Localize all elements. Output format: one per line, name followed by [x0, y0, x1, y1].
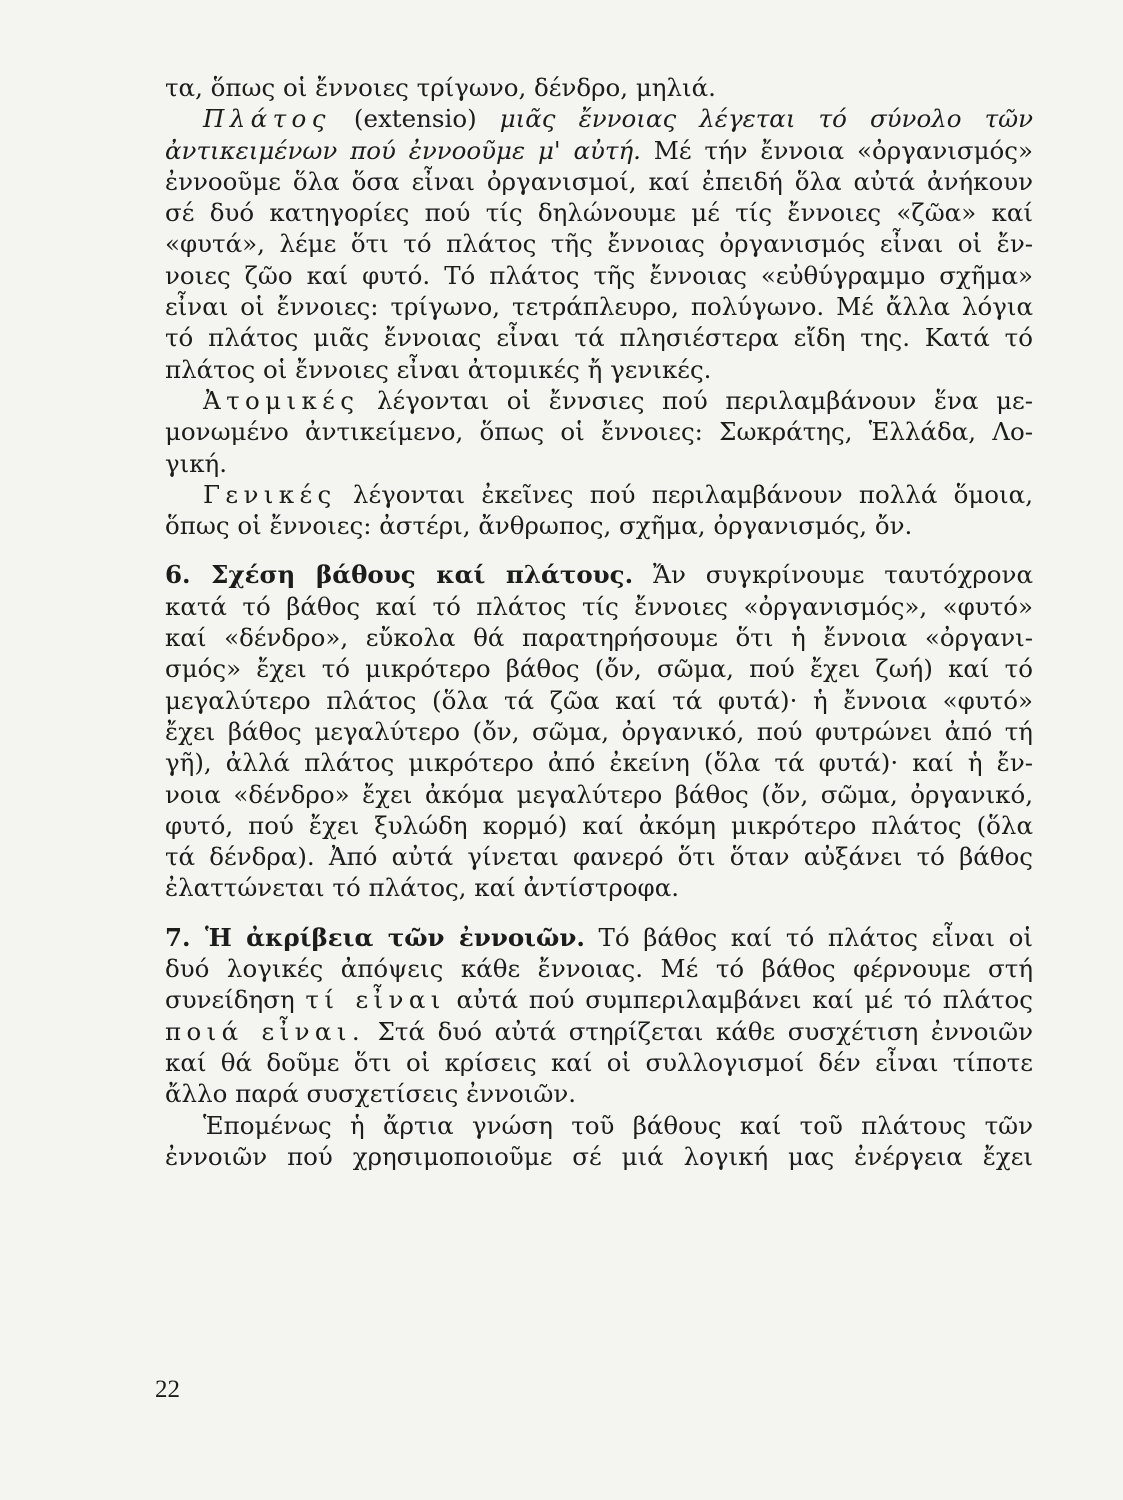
line-15: ὅπως οἱ ἔννοιες: ἀστέρι, ἄνθρωπος, σχῆμα, ὀργανισμός, ὄν.	[165, 511, 913, 541]
line-33: Ἑπομένως ἡ ἄρτια γνώση τοῦ βάθους καί τοῦ πλάτους τῶν	[203, 1110, 1033, 1140]
line-29-pre: συνείδηση	[165, 985, 306, 1015]
line-8: εἶναι οἱ ἔννοιες: τρίγωνο, τετράπλευρο, πολύγωνο. Μέ ἄλλα λόγια	[165, 292, 1033, 322]
body-text	[165, 72, 1033, 1172]
paragraph-extensio-start	[165, 103, 1033, 134]
line-19: σμός» ἔχει τό μικρότερο βάθος (ὄν, σῶμα, πού ἔχει ζωή) καί τό	[165, 654, 1033, 684]
line-31: καί θά δοῦμε ὅτι οἱ κρίσεις καί οἱ συλλογισμοί δέν εἶναι τίποτε	[165, 1047, 1033, 1077]
term-atomikes: Ἀτομικές	[203, 385, 360, 415]
definition-part-2: ἀντικειμένων πού ἐννοοῦμε μ' αὐτή.	[165, 135, 641, 165]
line-13: γική.	[165, 448, 228, 478]
section-6	[165, 559, 1033, 590]
line-3-rest: Μέ τήν ἔννοια «ὀργανισμός»	[640, 135, 1033, 165]
line-17: κατά τό βάθος καί τό πλάτος τίς ἔννοιες «ὀργανισμός», «φυτό»	[165, 591, 1033, 621]
line-30-rest: Στά δυό αὐτά στηρίζεται κάθε συσχέτιση ἐννοιῶν	[365, 1016, 1033, 1046]
line-7: νοιες ζῶο καί φυτό. Τό πλάτος τῆς ἔννοιας «εὐθύγραμμο σχῆμα»	[165, 260, 1033, 290]
line-5: σέ δυό κατηγορίες πού τίς δηλώνουμε μέ τίς ἔννοιες «ζῶα» καί	[165, 198, 1033, 228]
line-29	[165, 984, 1033, 1015]
line-23: νοια «δένδρο» ἔχει ἀκόμα μεγαλύτερο βάθος (ὄν, σῶμα, ὀργανικό,	[165, 779, 1033, 809]
line-18: καί «δένδρο», εὔκολα θά παρατηρήσουμε ὅτι ἡ ἔννοια «ὀργανι-	[165, 623, 1033, 653]
line-9: τό πλάτος μιᾶς ἔννοιας εἶναι τά πλησιέστερα εἴδη της. Κατά τό	[165, 323, 1033, 353]
spaced-poia-einai: ποιά εἶναι.	[165, 1016, 366, 1046]
line-11-rest: λέγονται οἱ ἔννσιες πού περιλαμβάνουν ἕνα με-	[359, 385, 1033, 415]
definition-part-1: μιᾶς ἔννοιας λέγεται τό σύνολο τῶν	[499, 104, 1034, 134]
line-29-rest: αὐτά πού συμπεριλαμβάνει καί μέ τό πλάτος	[445, 985, 1033, 1015]
section-7-heading: 7. Ἡ ἀκρίβεια τῶν ἐννοιῶν.	[165, 922, 585, 952]
line-12: μονωμένο ἀντικείμενο, ὅπως οἱ ἔννοιες: Σωκράτης, Ἑλλάδα, Λο-	[165, 417, 1033, 447]
line-30	[165, 1016, 1033, 1047]
section-6-heading: 6. Σχέση βάθους καί πλάτους.	[165, 560, 634, 590]
latin-term: (extensio)	[330, 104, 500, 134]
line-27-rest: Τό βάθος καί τό πλάτος εἶναι οἱ	[584, 922, 1033, 952]
term-genikes: Γενικές	[203, 479, 337, 509]
line-21: ἔχει βάθος μεγαλύτερο (ὄν, σῶμα, ὀργανικό, πού φυτρώνει ἀπό τή	[165, 716, 1033, 746]
section-7	[165, 922, 1033, 953]
line-3	[165, 135, 1033, 166]
line-28: δυό λογικές ἀπόψεις κάθε ἔννοιας. Μέ τό βάθος φέρνουμε στή	[165, 954, 1033, 984]
line-6: «φυτά», λέμε ὅτι τό πλάτος τῆς ἔννοιας ὀργανισμός εἶναι οἱ ἔν-	[165, 229, 1033, 259]
line-32: ἄλλο παρά συσχετίσεις ἐννοιῶν.	[165, 1079, 577, 1109]
line-20: μεγαλύτερο πλάτος (ὅλα τά ζῶα καί τά φυτά)· ἡ ἔννοια «φυτό»	[165, 685, 1033, 715]
line-25: τά δένδρα). Ἀπό αὐτά γίνεται φανερό ὅτι ὅταν αὐξάνει τό βάθος	[165, 842, 1033, 872]
line-22: γῆ), ἀλλά πλάτος μικρότερο ἀπό ἐκείνη (ὅλα τά φυτά)· καί ἡ ἔν-	[165, 748, 1033, 778]
line-14-rest: λέγονται ἐκεῖνες πού περιλαμβάνουν πολλά ὅμοια,	[336, 479, 1033, 509]
term-platos: Πλάτος	[203, 104, 331, 134]
line-34: ἐννοιῶν πού χρησιμοποιοῦμε σέ μιά λογική μας ἐνέργεια ἔχει	[165, 1141, 1033, 1171]
line-24: φυτό, πού ἔχει ξυλώδη κορμό) καί ἀκόμη μικρότερο πλάτος (ὅλα	[165, 810, 1033, 840]
line-16-rest: Ἄν συγκρίνουμε ταυτόχρονα	[633, 560, 1033, 590]
paragraph-atomic	[165, 385, 1033, 416]
line-26: ἐλαττώνεται τό πλάτος, καί ἀντίστροφα.	[165, 873, 680, 903]
page-number: 22	[155, 1376, 180, 1403]
spaced-ti-einai: τί εἶναι	[305, 985, 446, 1015]
line-1: τα, ὅπως οἱ ἔννοιες τρίγωνο, δένδρο, μηλιά.	[165, 73, 716, 102]
line-10: πλάτος οἱ ἔννοιες εἶναι ἀτομικές ἤ γενικές.	[165, 354, 712, 384]
line-4: ἐννοοῦμε ὅλα ὅσα εἶναι ὀργανισμοί, καί ἐπειδή ὅλα αὐτά ἀνήκουν	[165, 166, 1033, 196]
paragraph-general	[165, 479, 1033, 510]
